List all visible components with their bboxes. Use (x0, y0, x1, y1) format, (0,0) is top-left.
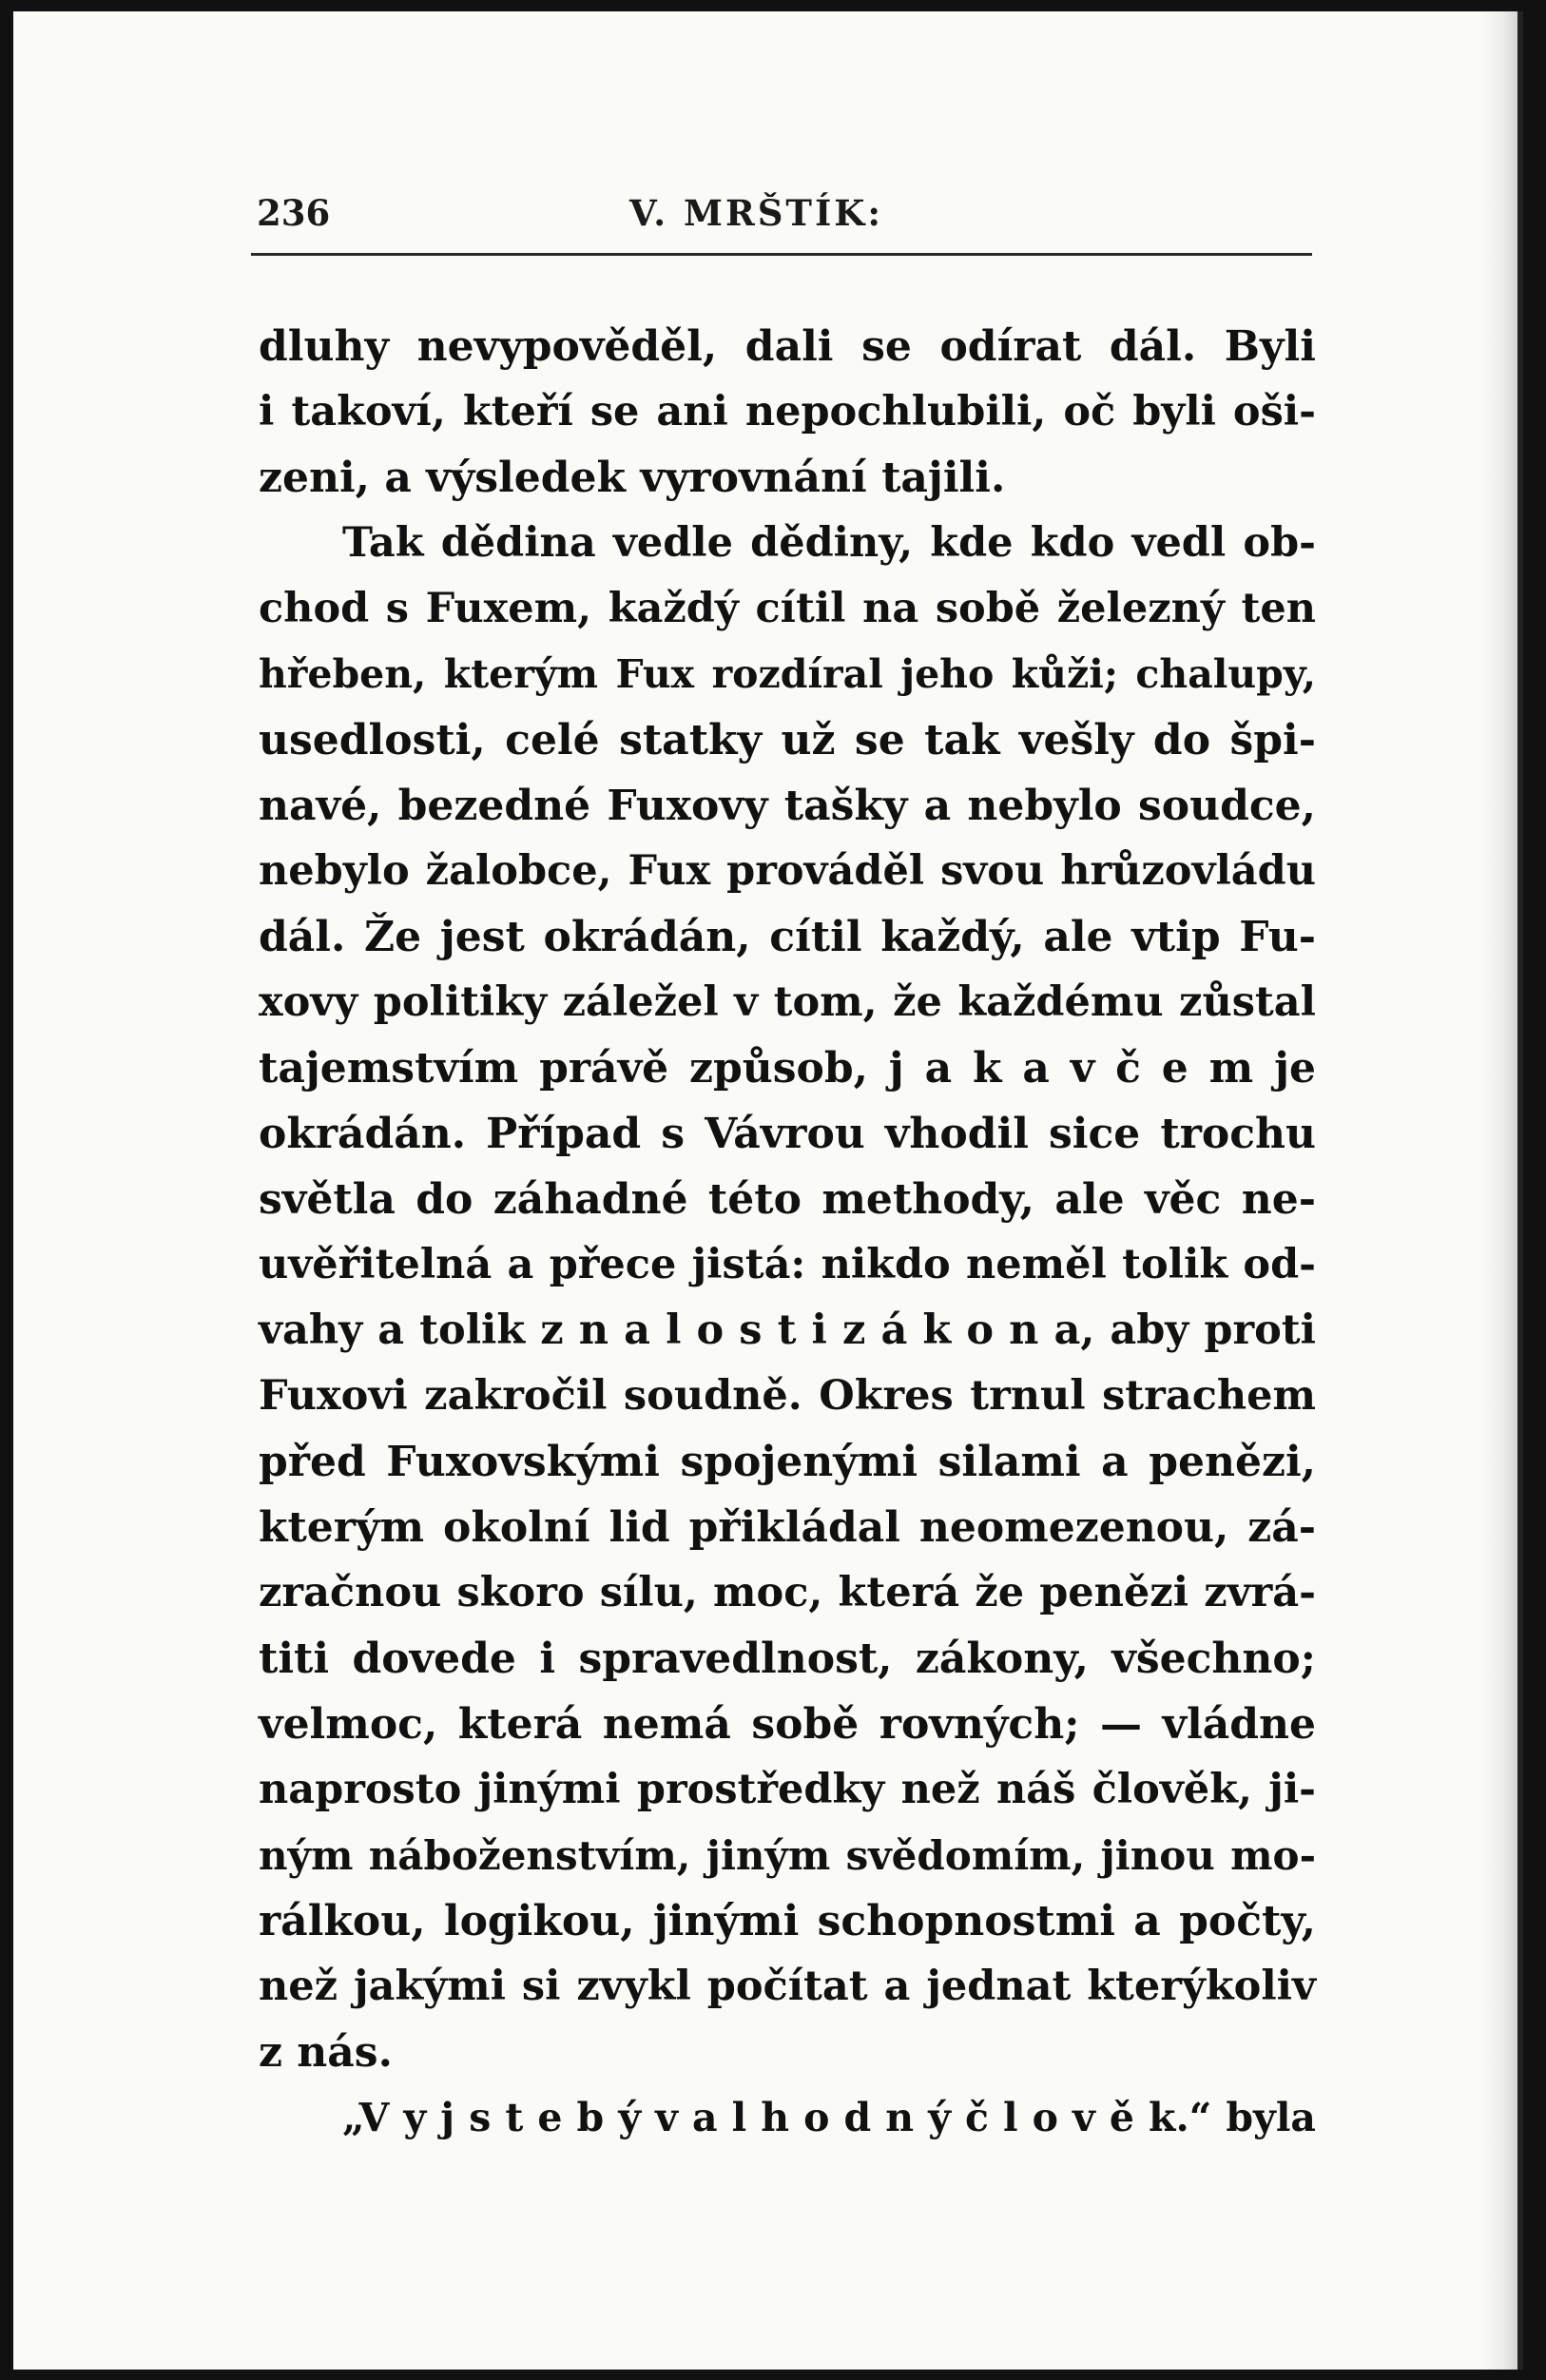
body-text (259, 314, 1316, 2151)
text-line: i takoví, kteří se ani nepochlubili, oč byli oši- (259, 388, 1316, 435)
text-line: naprosto jinými prostředky než náš člověk, ji- (259, 1766, 1316, 1813)
text-line: světla do záhadné této methody, ale věc ne- (259, 1175, 1316, 1224)
running-title: V. MRŠTÍK: (629, 192, 884, 234)
text-line: „V y j s t e b ý v a l h o d n ý č l o v ě k.“ byla (342, 2095, 1316, 2140)
text-line: velmoc, která nemá sobě rovných; — vládne (259, 1700, 1316, 1749)
page-number: 236 (257, 192, 331, 234)
page-header (240, 192, 1314, 249)
text-line: dluhy nevypověděl, dali se odírat dál. Byli (259, 322, 1316, 371)
text-line: zračnou skoro sílu, moc, která že penězi zvrá- (259, 1569, 1316, 1616)
text-line: kterým okolní lid přikládal neomezenou, zá- (259, 1503, 1316, 1552)
text-line: uvěřitelná a přece jistá: nikdo neměl tolik od- (259, 1241, 1316, 1288)
text-line: rálkou, logikou, jinými schopnostmi a počty, (259, 1897, 1316, 1945)
page-spine-shadow (1479, 11, 1517, 2370)
text-line: dál. Že jest okrádán, cítil každý, ale vtip Fu- (259, 913, 1316, 961)
text-line: navé, bezedné Fuxovy tašky a nebylo soudce, (259, 782, 1316, 830)
text-line: okrádán. Případ s Vávrou vhodil sice trochu (259, 1110, 1316, 1158)
text-line: vahy a tolik z n a l o s t i z á k o n a, aby proti (259, 1306, 1316, 1354)
text-line: z nás. (259, 2028, 393, 2077)
text-line: xovy politiky záležel v tom, že každému zůstal (259, 978, 1316, 1026)
text-line: tajemstvím právě způsob, j a k a v č e m je (259, 1044, 1316, 1093)
text-line: chod s Fuxem, každý cítil na sobě železný ten (259, 585, 1316, 632)
text-line: nebylo žalobce, Fux prováděl svou hrůzovládu (259, 847, 1316, 895)
text-line: hřeben, kterým Fux rozdíral jeho kůži; chalupy, (259, 651, 1316, 697)
text-line: Tak dědina vedle dědiny, kde kdo vedl ob- (342, 519, 1316, 567)
text-line: Fuxovi zakročil soudně. Okres trnul strachem (259, 1372, 1316, 1420)
text-line: před Fuxovskými spojenými silami a penězi, (259, 1438, 1316, 1486)
text-line: titi dovede i spravedlnost, zákony, všechno; (259, 1635, 1316, 1683)
text-line: usedlosti, celé statky už se tak vešly do špi- (259, 716, 1316, 764)
text-line: než jakými si zvykl počítat a jednat kterýkoliv (259, 1963, 1316, 2010)
text-line: ným náboženstvím, jiným svědomím, jinou mo- (259, 1832, 1316, 1879)
text-line: zeni, a výsledek vyrovnání tajili. (259, 454, 1006, 502)
header-rule (251, 253, 1312, 256)
